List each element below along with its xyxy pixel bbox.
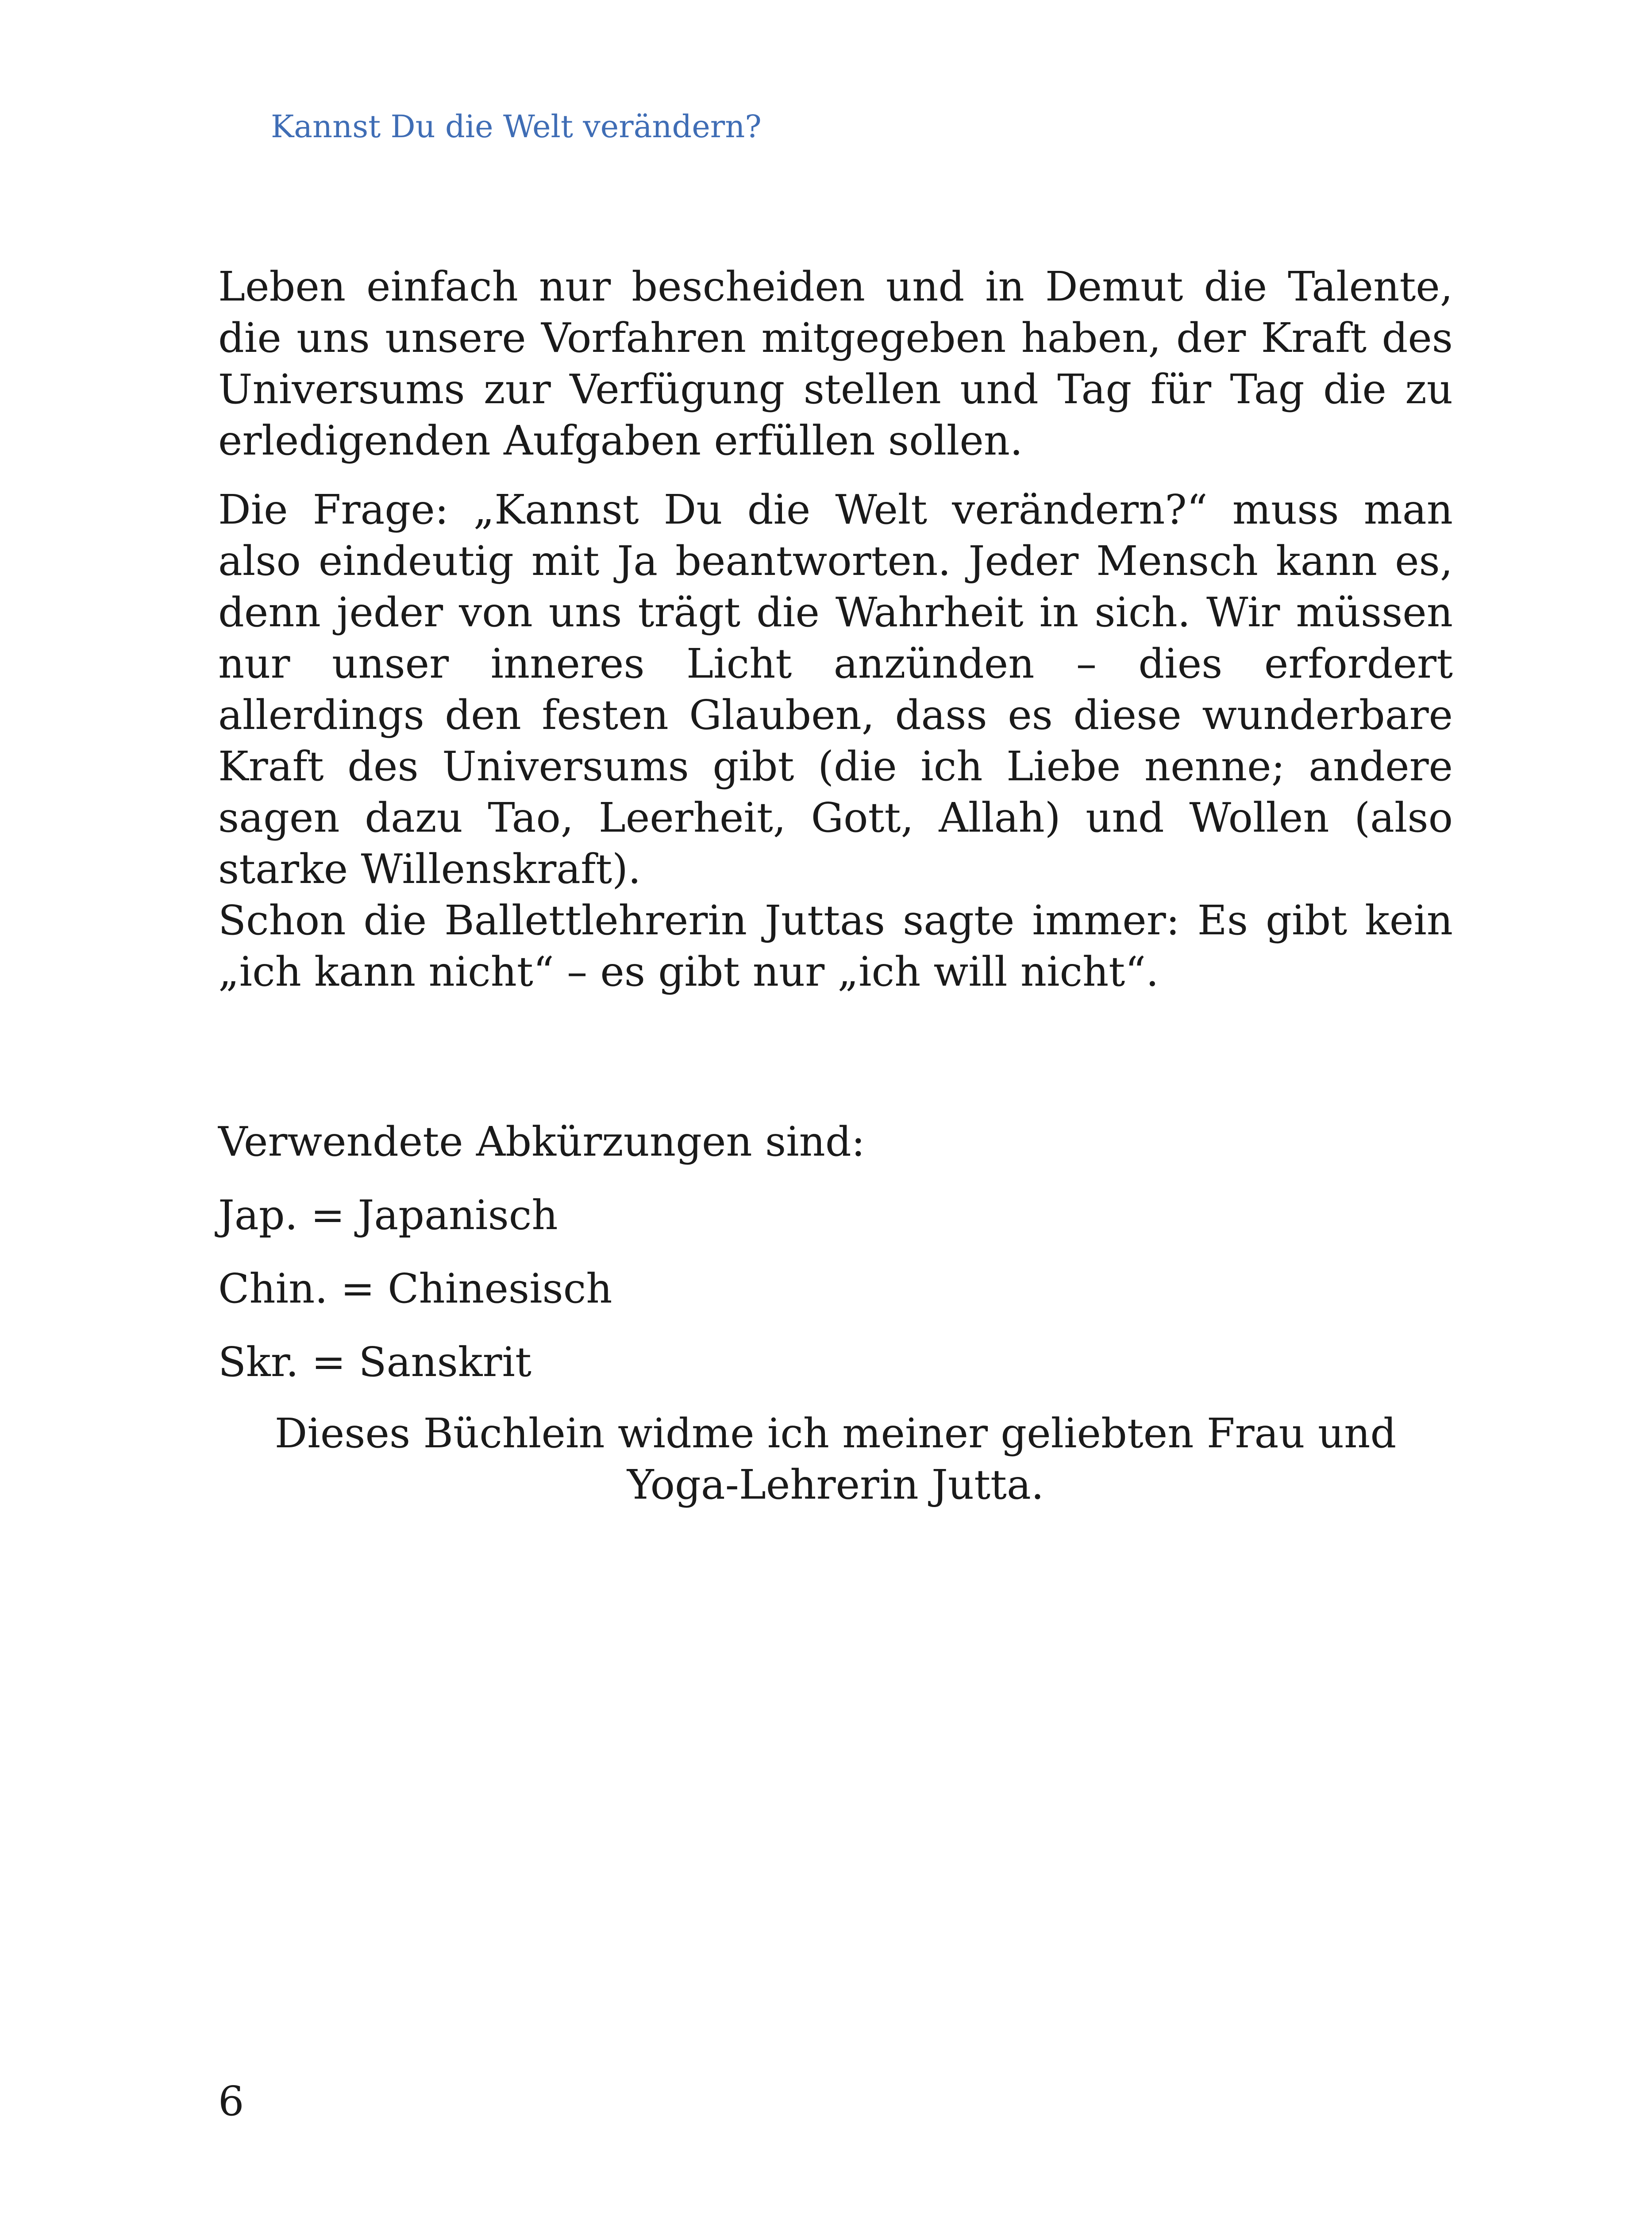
abbreviation-item-jap: Jap. = Japanisch bbox=[218, 1191, 558, 1239]
running-header-title: Kannst Du die Welt verändern? bbox=[271, 108, 762, 145]
dedication bbox=[218, 1408, 1453, 1511]
abbreviations-list bbox=[218, 1190, 1453, 1388]
abbreviation-item-skr: Skr. = Sanskrit bbox=[218, 1338, 531, 1386]
paragraph-1: Leben einfach nur bescheiden und in Demut die Talente, die uns unsere Vorfahren mitgegeben haben, der Kraft des Universums zur Verfügung stellen und Tag für Tag die zu erledigenden Aufgaben erfüllen sollen. bbox=[218, 263, 1453, 464]
paragraph-2: Die Frage: „Kannst Du die Welt verändern?“ muss man also eindeutig mit Ja beantworten. Jeder Mensch kann es, denn jeder von uns trägt die Wahrheit in sich. Wir müssen nur unser inneres Licht anzünden – dies erfordert allerdings den festen Glauben, dass es diese wunderbare Kraft des Universums gibt (die ich Liebe nenne; andere sagen dazu Tao, Leerheit, Gott, Allah) und Wollen (also starke Willenskraft). bbox=[218, 486, 1453, 893]
page-number: 6 bbox=[218, 2078, 244, 2125]
abbreviation-item-chin: Chin. = Chinesisch bbox=[218, 1265, 612, 1312]
paragraph-3: Schon die Ballettlehrerin Juttas sagte immer: Es gibt kein „ich kann nicht“ – es gibt nur „ich will nicht“. bbox=[218, 897, 1453, 995]
paragraph-spacer bbox=[218, 467, 1453, 484]
section-spacer bbox=[218, 998, 1453, 1116]
abbreviations-intro: Verwendete Abkürzungen sind: bbox=[218, 1118, 865, 1165]
dedication-line-1: Dieses Büchlein widme ich meiner geliebten Frau und bbox=[274, 1410, 1397, 1457]
dedication-line-2: Yoga-Lehrerin Jutta. bbox=[627, 1461, 1044, 1508]
body-text bbox=[218, 261, 1453, 1511]
